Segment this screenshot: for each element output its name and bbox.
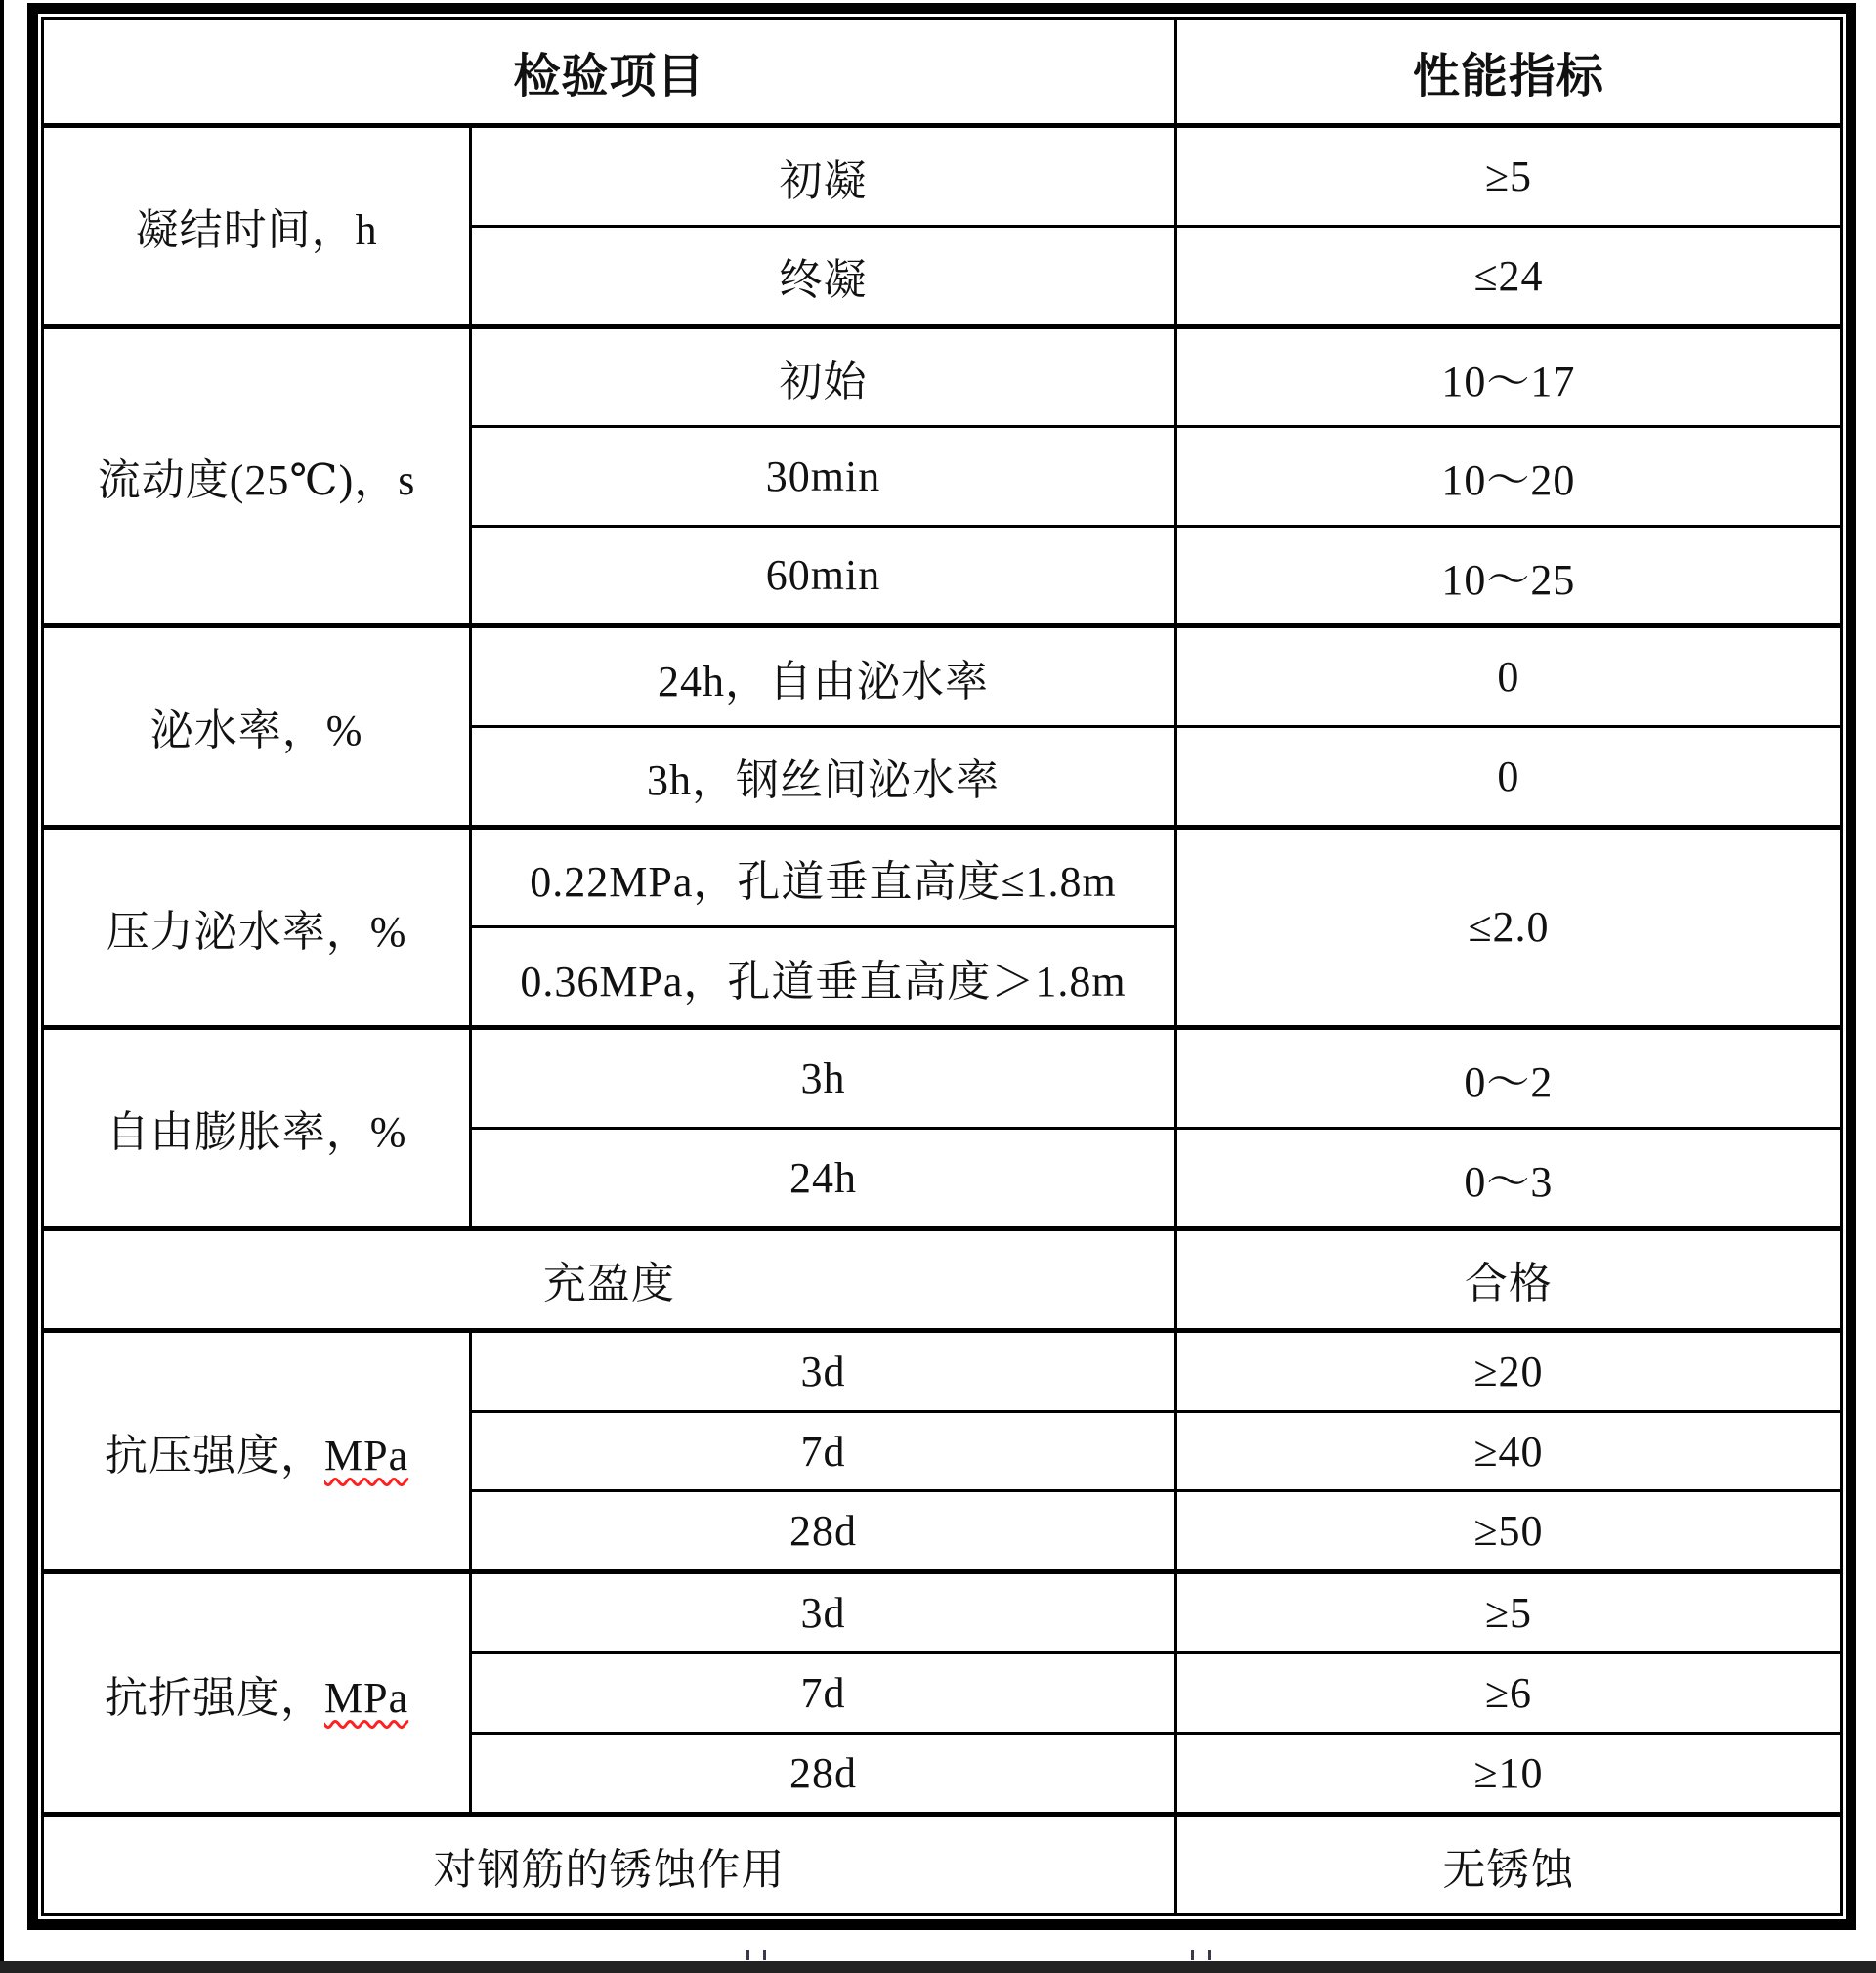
sub-cell-compressive-strength-0: 3d (471, 1330, 1176, 1411)
value-cell-setting-time-1: ≤24 (1175, 226, 1841, 326)
sub-cell-bleeding-rate-1: 3h，钢丝间泌水率 (471, 726, 1176, 827)
sub-cell-fluidity-2: 60min (471, 526, 1176, 626)
sub-cell-flexural-strength-1: 7d (471, 1653, 1176, 1734)
cutoff-artifact (746, 1950, 766, 1960)
header-performance-index: 性能指标 (1175, 19, 1841, 126)
sub-cell-setting-time-0: 初凝 (471, 126, 1176, 227)
label-cell-pressure-bleeding-rate: 压力泌水率，% (43, 827, 471, 1027)
label-cell-free-expansion-rate: 自由膨胀率，% (43, 1028, 471, 1228)
sub-cell-fluidity-1: 30min (471, 427, 1176, 526)
label-cell-bleeding-rate: 泌水率，% (43, 626, 471, 827)
value-cell-free-expansion-rate-1: 0～3 (1175, 1128, 1841, 1228)
label-cell-setting-time: 凝结时间，h (43, 126, 471, 326)
table-row (43, 1228, 1842, 1330)
sub-cell-pressure-bleeding-rate-1: 0.36MPa，孔道垂直高度＞1.8m (471, 927, 1176, 1028)
table-row (43, 1330, 1842, 1411)
spec-table-frame (27, 3, 1856, 1930)
value-cell-fullness: 合格 (1175, 1228, 1841, 1330)
table-row (43, 626, 1842, 727)
value-cell-corrosion: 无锈蚀 (1175, 1815, 1841, 1915)
sub-cell-compressive-strength-1: 7d (471, 1411, 1176, 1491)
header-test-item: 检验项目 (43, 19, 1176, 126)
flexural-strength-label: 抗折强度， (105, 1673, 325, 1722)
sub-cell-free-expansion-rate-0: 3h (471, 1028, 1176, 1129)
value-cell-flexural-strength-0: ≥5 (1175, 1572, 1841, 1653)
value-cell-compressive-strength-0: ≥20 (1175, 1330, 1841, 1411)
label-cell-compressive-strength (43, 1330, 471, 1572)
table-row (43, 1572, 1842, 1653)
value-cell-pressure-bleeding-rate: ≤2.0 (1175, 827, 1841, 1027)
value-cell-bleeding-rate-1: 0 (1175, 726, 1841, 827)
table-row (43, 126, 1842, 227)
spec-table (41, 17, 1843, 1916)
sub-cell-bleeding-rate-0: 24h，自由泌水率 (471, 626, 1176, 727)
compressive-strength-label: 抗压强度， (105, 1432, 325, 1480)
table-row (43, 1028, 1842, 1129)
label-cell-flexural-strength (43, 1572, 471, 1815)
label-cell-corrosion: 对钢筋的锈蚀作用 (43, 1815, 1176, 1915)
value-cell-free-expansion-rate-0: 0～2 (1175, 1028, 1841, 1129)
sub-cell-free-expansion-rate-1: 24h (471, 1128, 1176, 1228)
sub-cell-setting-time-1: 终凝 (471, 226, 1176, 326)
value-cell-compressive-strength-2: ≥50 (1175, 1491, 1841, 1572)
sub-cell-pressure-bleeding-rate-0: 0.22MPa，孔道垂直高度≤1.8m (471, 827, 1176, 927)
value-cell-fluidity-2: 10～25 (1175, 526, 1841, 626)
screenshot-bottom-bar (0, 1961, 1876, 1973)
value-cell-compressive-strength-1: ≥40 (1175, 1411, 1841, 1491)
value-cell-fluidity-0: 10～17 (1175, 326, 1841, 427)
value-cell-fluidity-1: 10～20 (1175, 427, 1841, 526)
label-cell-fluidity: 流动度(25℃)，s (43, 326, 471, 626)
value-cell-flexural-strength-1: ≥6 (1175, 1653, 1841, 1734)
value-cell-setting-time-0: ≥5 (1175, 126, 1841, 227)
screenshot-left-edge-line (0, 0, 4, 1973)
table-row (43, 326, 1842, 427)
value-cell-bleeding-rate-0: 0 (1175, 626, 1841, 727)
compressive-strength-unit: MPa (324, 1432, 409, 1480)
sub-cell-fluidity-0: 初始 (471, 326, 1176, 427)
cutoff-artifact (1191, 1950, 1211, 1960)
value-cell-flexural-strength-2: ≥10 (1175, 1734, 1841, 1815)
sub-cell-compressive-strength-2: 28d (471, 1491, 1176, 1572)
table-row (43, 827, 1842, 927)
sub-cell-flexural-strength-0: 3d (471, 1572, 1176, 1653)
sub-cell-flexural-strength-2: 28d (471, 1734, 1176, 1815)
table-row (43, 1815, 1842, 1915)
header-row (43, 19, 1842, 126)
flexural-strength-unit: MPa (324, 1673, 409, 1722)
label-cell-fullness: 充盈度 (43, 1228, 1176, 1330)
